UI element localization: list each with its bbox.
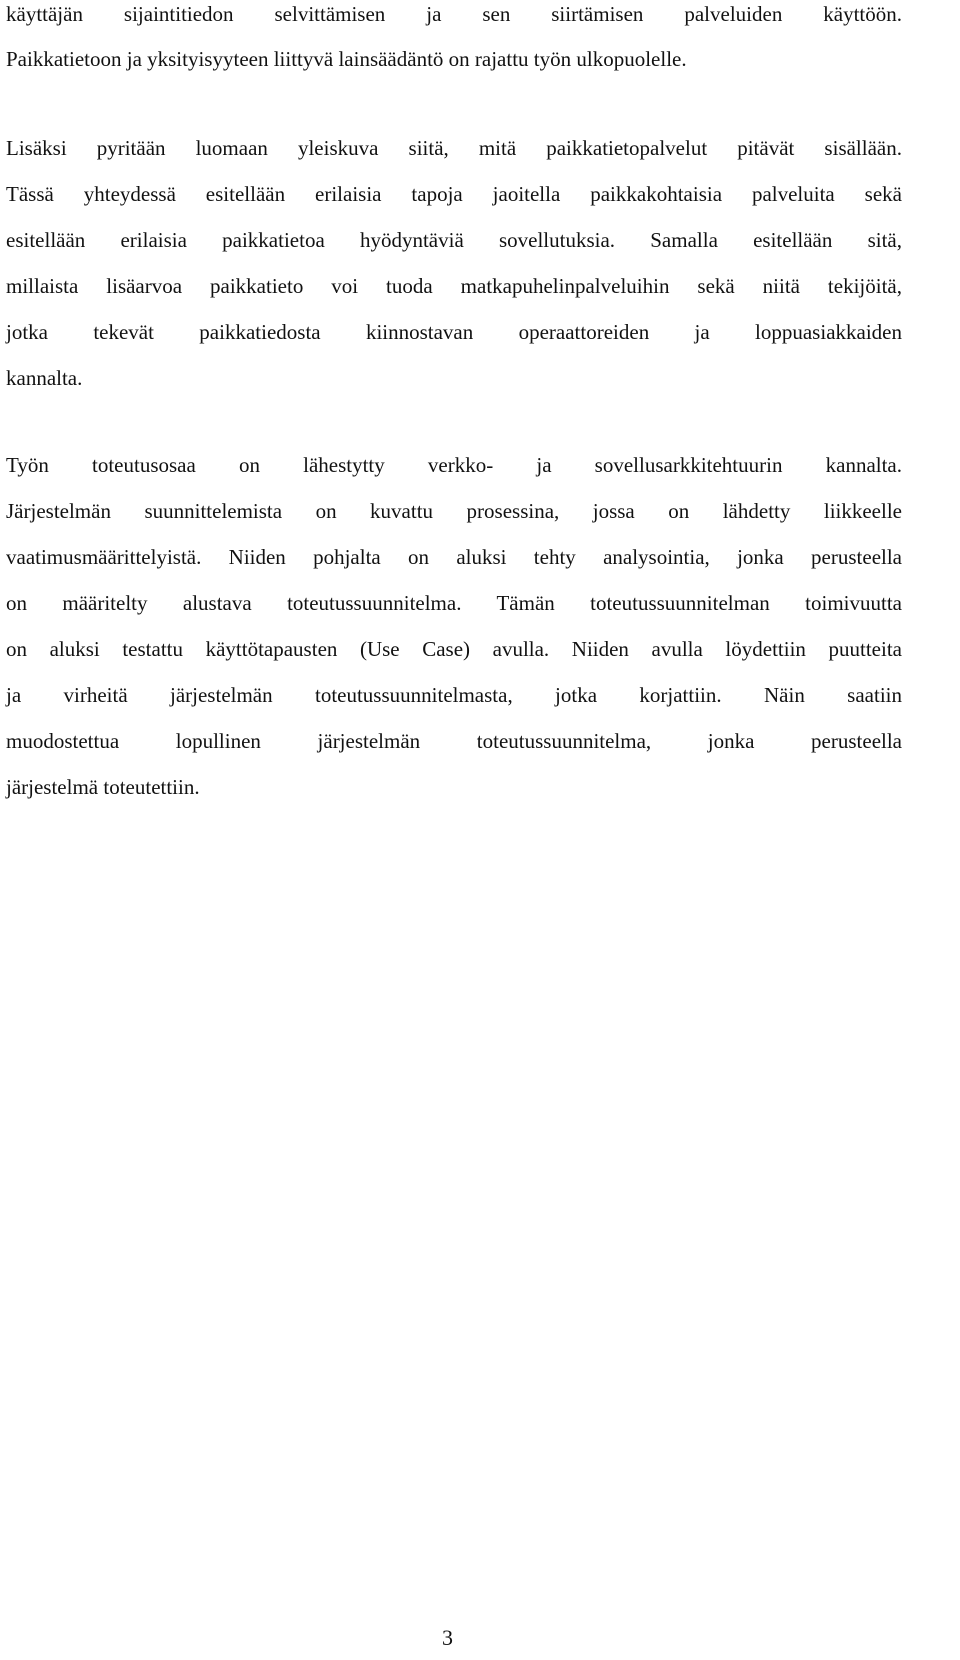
text-line: ja virheitä järjestelmän toteutussuunnitelmasta, jotka korjattiin. Näin saatiin (6, 683, 902, 707)
page-number: 3 (442, 1625, 453, 1650)
text-line: on määritelty alustava toteutussuunnitelma. Tämän toteutussuunnitelman toimivuutta (6, 591, 902, 615)
text-line: on aluksi testattu käyttötapausten (Use Case) avulla. Niiden avulla löydettiin puutteita (6, 637, 902, 661)
text-line: Työn toteutusosaa on lähestytty verkko- ja sovellusarkkitehtuurin kannalta. (6, 453, 902, 477)
text-line: esitellään erilaisia paikkatietoa hyödyntäviä sovellutuksia. Samalla esitellään sitä, (6, 228, 902, 252)
text-line: järjestelmä toteutettiin. (6, 775, 200, 799)
text-line: Paikkatietoon ja yksityisyyteen liittyvä lainsäädäntö on rajattu työn ulkopuolelle. (6, 47, 687, 71)
text-line: millaista lisäarvoa paikkatieto voi tuoda matkapuhelinpalveluihin sekä niitä tekijöitä, (6, 274, 902, 298)
text-line: Järjestelmän suunnittelemista on kuvattu prosessina, jossa on lähdetty liikkeelle (6, 499, 902, 523)
text-line: vaatimusmäärittelyistä. Niiden pohjalta on aluksi tehty analysointia, jonka perusteella (6, 545, 902, 569)
text-line: käyttäjän sijaintitiedon selvittämisen ja sen siirtämisen palveluiden käyttöön. (6, 2, 902, 26)
text-line: jotka tekevät paikkatiedosta kiinnostavan operaattoreiden ja loppuasiakkaiden (6, 320, 902, 344)
text-line: kannalta. (6, 366, 83, 390)
text-line: muodostettua lopullinen järjestelmän toteutussuunnitelma, jonka perusteella (6, 729, 902, 753)
text-line: Lisäksi pyritään luomaan yleiskuva siitä, mitä paikkatietopalvelut pitävät sisällään. (6, 136, 902, 160)
text-line: Tässä yhteydessä esitellään erilaisia tapoja jaoitella paikkakohtaisia palveluita sekä (6, 182, 902, 206)
